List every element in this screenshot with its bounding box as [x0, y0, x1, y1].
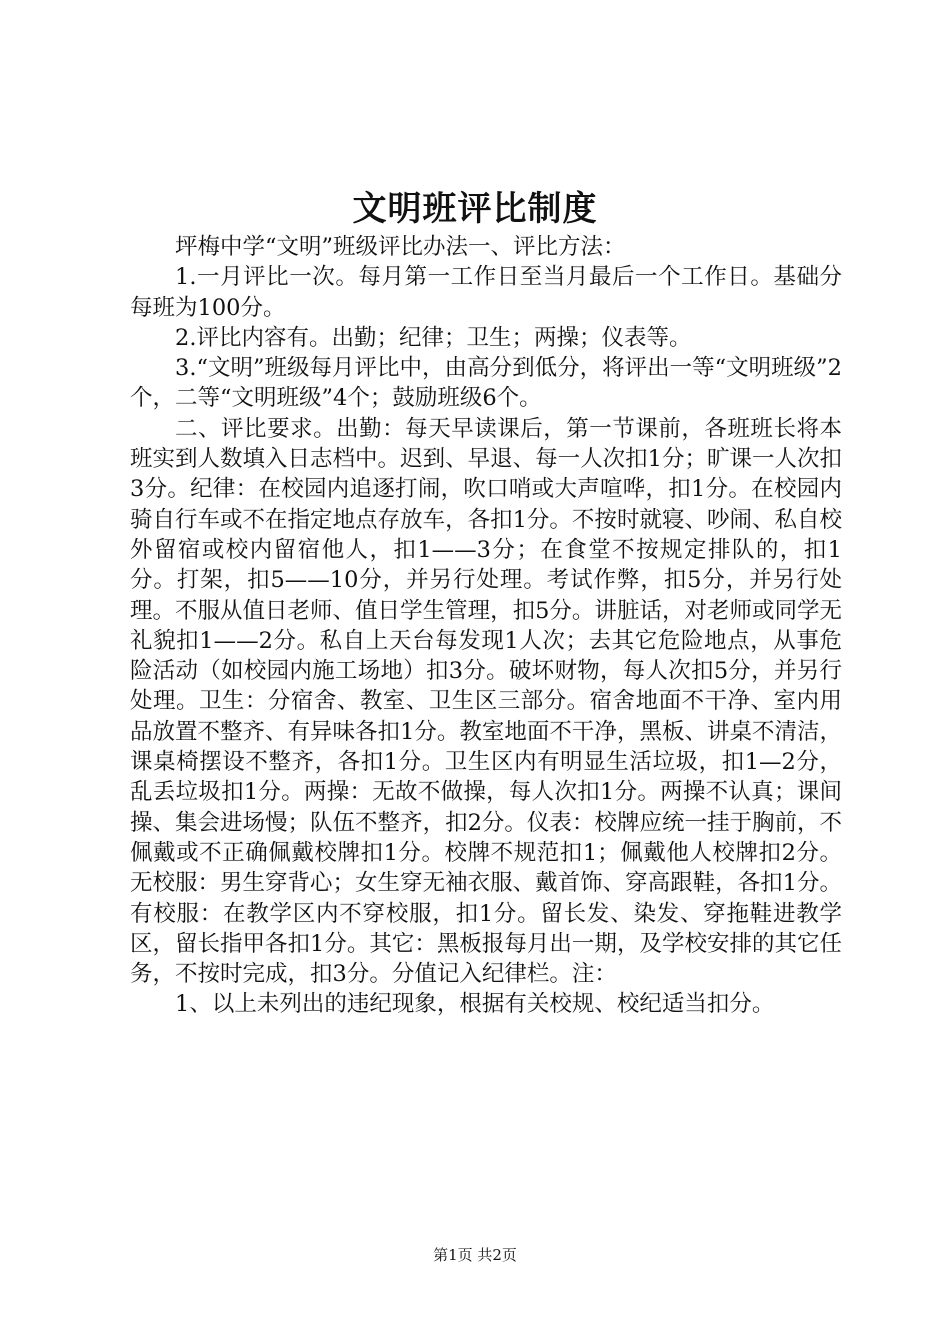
paragraph-method-2: 2.评比内容有。出勤；纪律；卫生；两操；仪表等。	[175, 324, 692, 351]
paragraph-method-1: 1.一月评比一次。每月第一工作日至当月最后一个工作日。基础分每班为100分。	[130, 264, 842, 321]
page-footer: 第1页 共2页	[433, 1246, 517, 1264]
paragraph-method-3: 3.“文明”班级每月评比中，由高分到低分，将评出一等“文明班级”2个，二等“文明班级”4个；鼓励班级6个。	[130, 355, 842, 412]
paragraph-intro: 坪梅中学“文明”班级评比办法一、评比方法：	[175, 234, 626, 260]
document-body	[130, 232, 842, 1020]
paragraph-requirements: 二、评比要求。出勤：每天早读课后，第一节课前，各班班长将本班实到人数填入日志档中。迟到、早退、每一人次扣1分；旷课一人次扣3分。纪律：在校园内追逐打闹，吹口哨或大声喧哗，扣1分。在校园内骑自行车或不在指定地点存放车，各扣1分。不按时就寝、吵闹、私自校外留宿或校内留宿他人，扣1——3分；在食堂不按规定排队的，扣1分。打架，扣5——10分，并另行处理。考试作弊，扣5分，并另行处理。不服从值日老师、值日学生管理，扣5分。讲脏话，对老师或同学无礼貌扣1——2分。私自上天台每发现1人次；去其它危险地点，从事危险活动（如校园内施工场地）扣3分。破坏财物，每人次扣5分，并另行处理。卫生：分宿舍、教室、卫生区三部分。宿舍地面不干净、室内用品放置不整齐、有异味各扣1分。教室地面不干净，黑板、讲桌不清洁，课桌椅摆设不整齐，各扣1分。卫生区内有明显生活垃圾，扣1—2分，乱丢垃圾扣1分。两操：无故不做操，每人次扣1分。两操不认真；课间操、集会进场慢；队伍不整齐，扣2分。仪表：校牌应统一挂于胸前，不佩戴或不正确佩戴校牌扣1分。校牌不规范扣1；佩戴他人校牌扣2分。无校服：男生穿背心；女生穿无袖衣服、戴首饰、穿高跟鞋，各扣1分。有校服：在教学区内不穿校服，扣1分。留长发、染发、穿拖鞋进教学区，留长指甲各扣1分。其它：黑板报每月出一期，及学校安排的其它任务，不按时完成，扣3分。分值记入纪律栏。注：	[130, 415, 842, 988]
paragraph-note-1: 1、以上未列出的违纪现象，根据有关校规、校纪适当扣分。	[175, 991, 775, 1018]
document-title: 文明班评比制度	[352, 189, 598, 229]
